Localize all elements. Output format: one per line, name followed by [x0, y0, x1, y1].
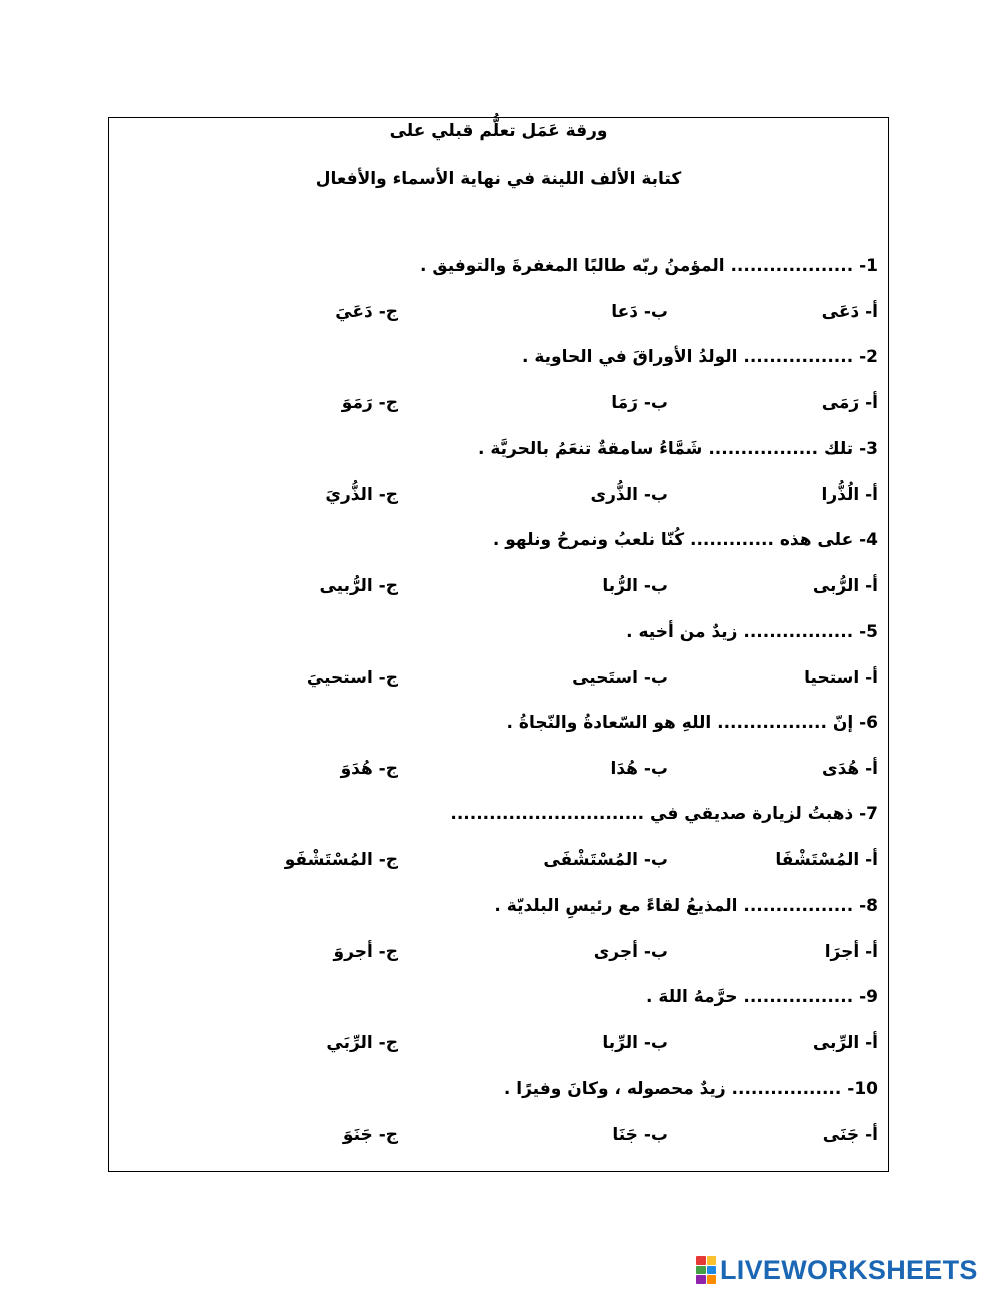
- worksheet-title: ورقة عَمَل تعلُّم قبلي على: [389, 121, 608, 141]
- question-8-option-c[interactable]: ج- أجروَ: [333, 941, 398, 962]
- question-1: 1- ................... المؤمنُ ربّه طالبًا المغفرةَ والتوفيق .: [420, 256, 878, 276]
- question-7-option-a[interactable]: أ- المُسْتَشْفَا: [775, 850, 878, 871]
- logo-square: [707, 1275, 717, 1284]
- liveworksheets-logo: [696, 1253, 978, 1287]
- question-2: 2- ................. الولدُ الأوراقَ في الحاوية .: [521, 347, 878, 368]
- question-3: 3- تلك ................. شَمَّاءُ سامقةٌ تنعَمُ بالحريَّة .: [477, 438, 878, 459]
- question-5-option-c[interactable]: ج- استحييَ: [306, 667, 398, 688]
- question-3-option-c[interactable]: ج- الذُّريَ: [325, 484, 398, 505]
- question-2-option-a[interactable]: أ- رَمَى: [821, 393, 878, 414]
- question-10: 10- ................. زيدٌ محصوله ، وكانَ وفيرًا .: [503, 1078, 878, 1099]
- question-4: 4- على هذه ............. كُنّا نلعبُ ونمرحُ ونلهو .: [492, 530, 878, 551]
- question-3-option-b[interactable]: ب- الذُّرى: [590, 484, 668, 505]
- question-10-option-b[interactable]: ب- جَنَا: [612, 1124, 668, 1145]
- question-5: 5- ................. زيدٌ من أخيه .: [626, 621, 878, 642]
- question-3-option-a[interactable]: أ- الُذُّرا: [821, 484, 878, 505]
- question-1-option-c[interactable]: ج- دَعَيَ: [335, 302, 398, 322]
- question-7: 7- ذهبتُ لزيارة صديقي في ..............................: [450, 804, 878, 825]
- question-7-option-b[interactable]: ب- المُسْتَشْفَى: [543, 850, 668, 871]
- logo-square: [707, 1256, 717, 1265]
- question-10-option-a[interactable]: أ- جَنَى: [822, 1124, 878, 1145]
- question-5-option-b[interactable]: ب- استَحيى: [572, 667, 668, 688]
- logo-square: [707, 1266, 717, 1275]
- question-9-option-b[interactable]: ب- الرِّبا: [602, 1033, 668, 1054]
- liveworksheets-logo-icon: [696, 1256, 716, 1284]
- question-7-option-c[interactable]: ج- المُسْتَشْفَو: [284, 850, 398, 871]
- question-4-option-c[interactable]: ج- الرُّبيى: [319, 576, 398, 597]
- question-1-option-b[interactable]: ب- دَعا: [611, 302, 668, 322]
- question-6-option-a[interactable]: أ- هُدَى: [822, 759, 878, 779]
- question-4-option-a[interactable]: أ- الرُّبى: [812, 576, 878, 597]
- question-8-option-a[interactable]: أ- أجرَا: [824, 941, 878, 962]
- worksheet-subtitle: كتابة الألف اللينة في نهاية الأسماء والأفعال: [315, 169, 682, 189]
- question-5-option-a[interactable]: أ- استحيا: [804, 667, 878, 688]
- question-9: 9- ................. حرَّمهُ اللهَ .: [646, 987, 878, 1008]
- question-10-option-c[interactable]: ج- جَنَوَ: [342, 1124, 398, 1145]
- question-9-option-c[interactable]: ج- الرِّبَي: [326, 1033, 398, 1054]
- question-6: 6- إنّ ................. اللهِ هو السّعادةُ والنّجاةُ .: [506, 713, 878, 733]
- question-4-option-b[interactable]: ب- الرُّبا: [602, 576, 668, 597]
- question-6-option-c[interactable]: ج- هُدَوَ: [340, 759, 398, 779]
- logo-square: [696, 1256, 706, 1265]
- logo-square: [696, 1275, 706, 1284]
- worksheet-frame: [108, 117, 889, 1172]
- question-9-option-a[interactable]: أ- الرِّبى: [812, 1033, 878, 1054]
- question-2-option-c[interactable]: ج- رَمَوَ: [341, 393, 398, 414]
- question-1-option-a[interactable]: أ- دَعَى: [821, 302, 878, 322]
- logo-square: [696, 1266, 706, 1275]
- question-8: 8- ................. المذيعُ لقاءً مع رئيسِ البلديّة .: [494, 895, 878, 916]
- question-6-option-b[interactable]: ب- هُدَا: [610, 759, 668, 779]
- question-2-option-b[interactable]: ب- رَمَا: [611, 393, 668, 414]
- question-8-option-b[interactable]: ب- أجرى: [593, 941, 668, 962]
- brand-name: LIVEWORKSHEETS: [720, 1254, 978, 1285]
